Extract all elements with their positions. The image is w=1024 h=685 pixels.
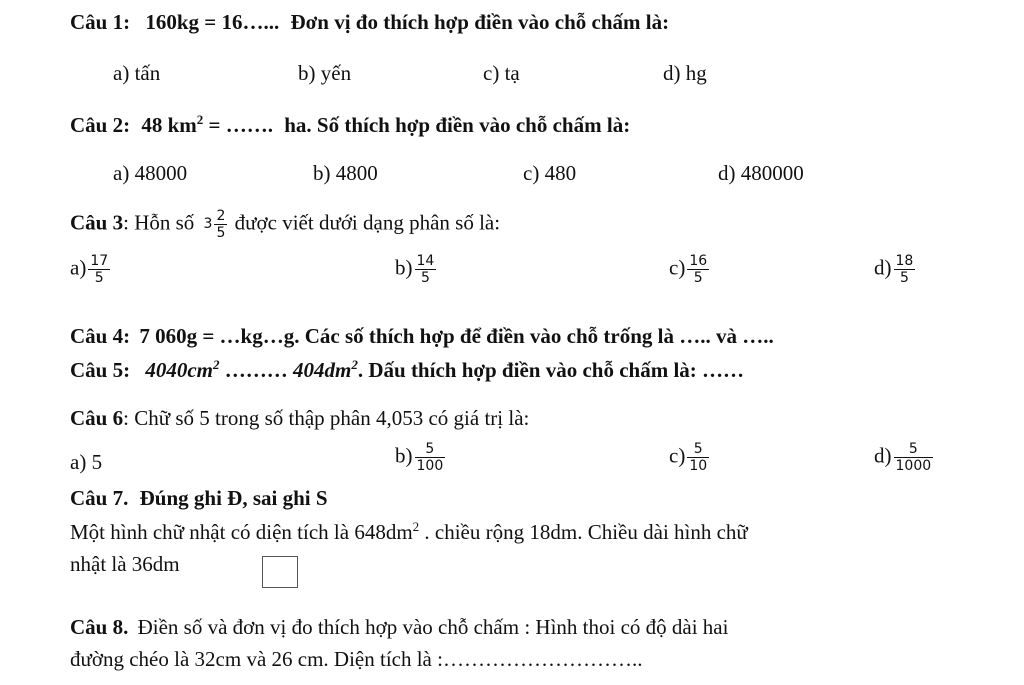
q1-option-a: a) tấn [113, 61, 161, 85]
q1-line [70, 10, 669, 35]
q2-option-a: a) 48000 [113, 161, 188, 185]
q2-expr: 48 $km^2$ = ……. [141, 112, 273, 137]
q6-option-a: a) 5 [70, 450, 103, 474]
q6-option-c-fraction: $\frac{5}{10}$ [689, 441, 708, 475]
q3-option-a: a) $\frac{17}{5}$ [70, 253, 109, 287]
q7-answer-box[interactable] [262, 556, 298, 588]
q2-line [70, 112, 630, 138]
q3-label: Câu 3 [70, 210, 124, 235]
q1-expr: 160kg = 16…... [145, 10, 280, 34]
q5-text: . Dấu thích hợp điền vào chỗ chấm là: …… [357, 358, 745, 382]
q3-mixed-number [203, 208, 230, 242]
q3-option-d-fraction: $\frac{18}{5}$ [895, 253, 914, 287]
q3-option-b: b) $\frac{14}{5}$ [395, 253, 435, 287]
q4-line [70, 324, 774, 349]
q6-option-d: d) $\frac{5}{1000}$ [874, 441, 932, 475]
q7-statement-line1: Một hình chữ nhật có diện tích là $648dm^2$ . chiều rộng 18dm. Chiều dài hình chữ [70, 519, 748, 544]
q3-text-post: được viết dưới dạng phân số là: [234, 210, 501, 235]
q7-label: Câu 7. [70, 486, 129, 510]
q5-value-a: $4040cm^2$ [145, 357, 220, 382]
q6-option-d-fraction: $\frac{5}{1000}$ [895, 441, 932, 475]
q5-line [70, 357, 744, 383]
q3-option-a-fraction: $\frac{17}{5}$ [90, 253, 109, 287]
q4-text: 7 060g = …kg…g. Các số thích hợp để điền vào chỗ trống là ….. và ….. [139, 324, 774, 348]
q1-text: Đơn vị đo thích hợp điền vào chỗ chấm là: [290, 10, 670, 34]
q7-title: Đúng ghi Đ, sai ghi S [139, 486, 328, 510]
q1-option-b: b) yến [298, 61, 352, 85]
q8-text-line2: đường chéo là 32cm và 26 cm. Diện tích là :……………………….. [70, 647, 643, 671]
q3-mixed-fraction: $\frac{2}{5}$ [216, 208, 226, 242]
q7-statement-line2: nhật là 36dm [70, 552, 180, 576]
q8-text-line1: Điền số và đơn vị đo thích hợp vào chỗ chấm : Hình thoi có độ dài hai [137, 615, 729, 639]
q3-option-b-fraction: $\frac{14}{5}$ [416, 253, 435, 287]
q5-value-b: $404dm^2$ [293, 357, 358, 382]
q5-blank: ……… [219, 358, 293, 382]
q6-option-c: c) $\frac{5}{10}$ [669, 441, 708, 475]
q8-label: Câu 8. [70, 615, 129, 639]
q3-line [70, 208, 500, 241]
q2-label: Câu 2: [70, 113, 131, 137]
q3-text-pre: : Hỗn số [123, 210, 195, 235]
q1-option-c: c) tạ [483, 61, 520, 85]
q3-mixed-whole: 3 [203, 216, 213, 233]
q3-option-c: c) $\frac{16}{5}$ [669, 253, 708, 287]
q2-option-c: c) 480 [523, 161, 577, 185]
q1-label: Câu 1: [70, 10, 131, 34]
q6-option-b-fraction: $\frac{5}{100}$ [416, 441, 444, 475]
q3-option-d: d) $\frac{18}{5}$ [874, 253, 914, 287]
q2-option-d: d) 480000 [718, 161, 804, 185]
q5-label: Câu 5: [70, 358, 131, 382]
q2-option-b: b) 4800 [313, 161, 378, 185]
q2-text: ha. Số thích hợp điền vào chỗ chấm là: [284, 113, 631, 137]
q7-line [70, 486, 328, 511]
q6-text: : Chữ số 5 trong số thập phân 4,053 có giá trị là: [123, 406, 530, 430]
q3-option-c-fraction: $\frac{16}{5}$ [689, 253, 708, 287]
q1-option-d: d) hg [663, 61, 707, 85]
q6-option-b: b) $\frac{5}{100}$ [395, 441, 444, 475]
q4-label: Câu 4: [70, 324, 131, 348]
q8-line1 [70, 615, 728, 640]
q6-label: Câu 6 [70, 406, 124, 430]
q6-line [70, 406, 529, 431]
